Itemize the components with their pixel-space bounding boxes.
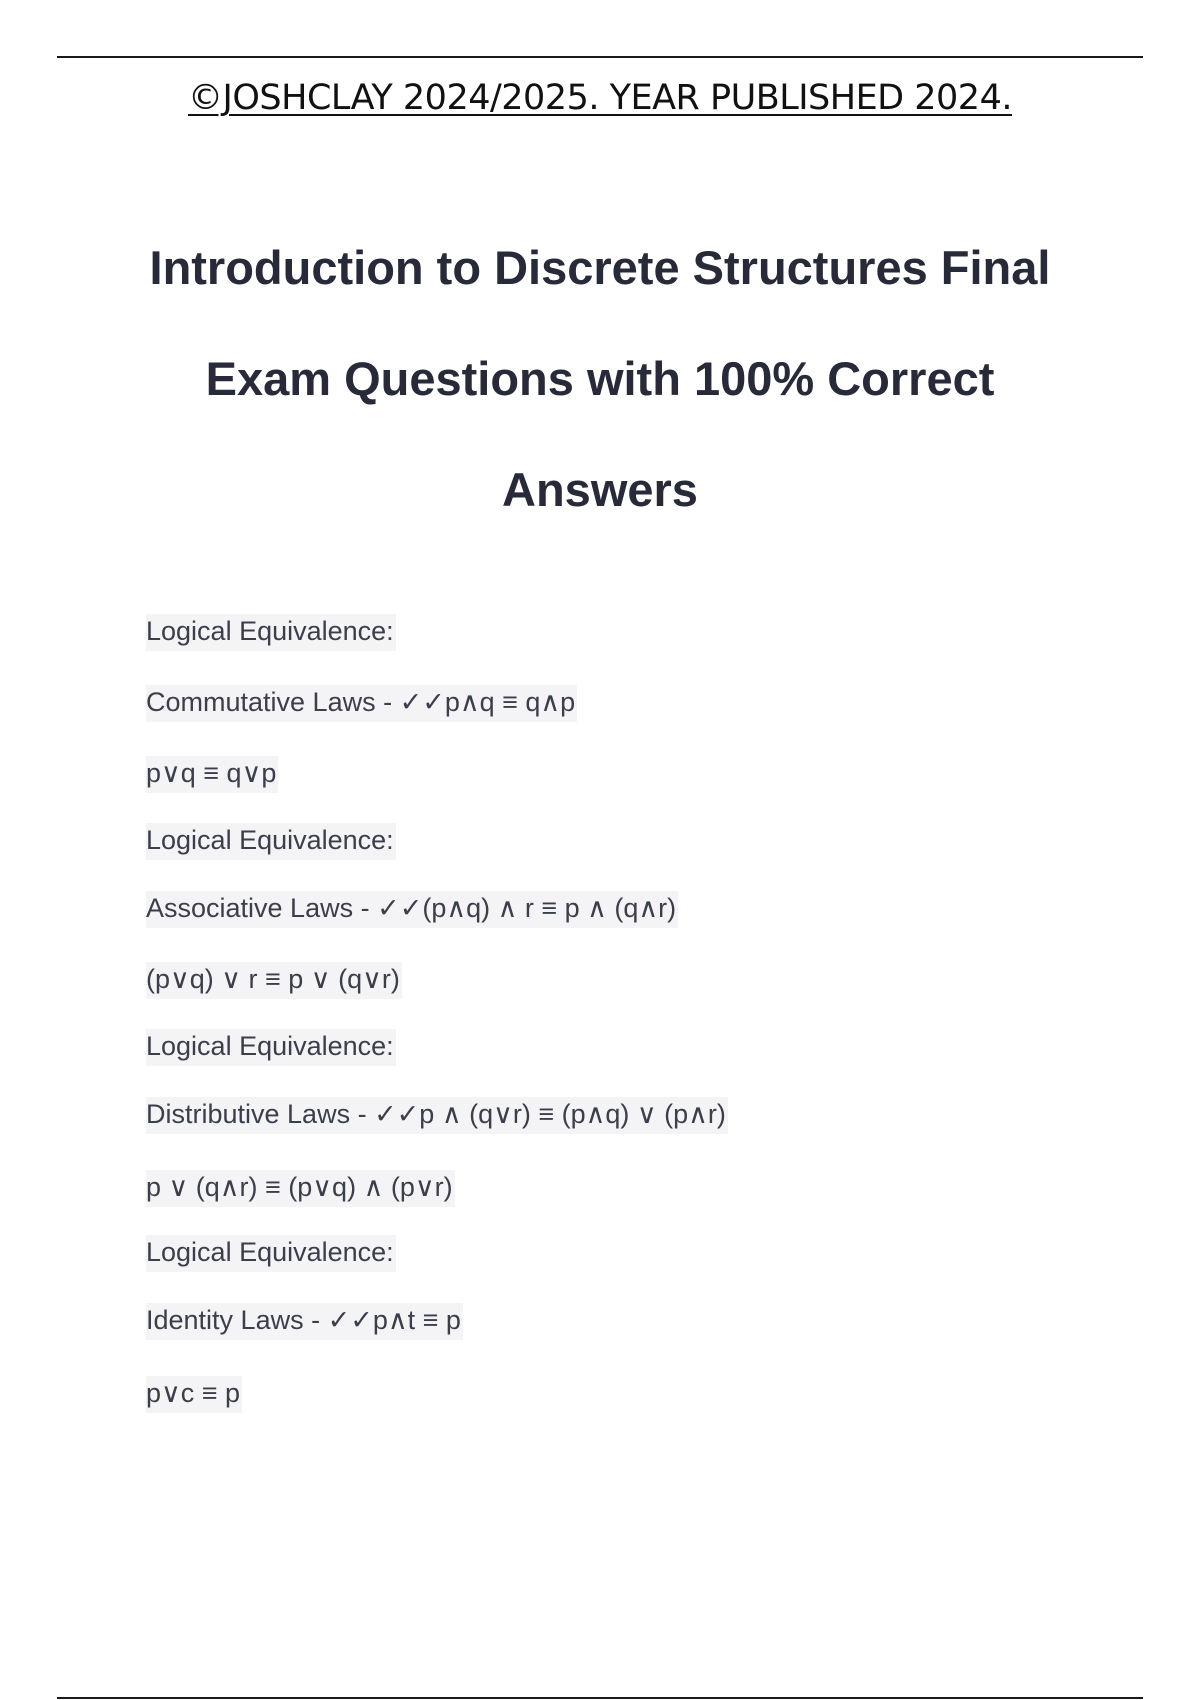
answer-line: Associative Laws - ✓✓(p∧q) ∧ r ≡ p ∧ (q∧r) [146, 891, 678, 928]
answer-line: p ∨ (q∧r) ≡ (p∨q) ∧ (p∨r) [146, 1170, 455, 1207]
answer-line: Identity Laws - ✓✓p∧t ≡ p [146, 1303, 463, 1340]
copyright-header [0, 78, 1200, 118]
copyright-text: ©JOSHCLAY 2024/2025. YEAR PUBLISHED 2024. [188, 78, 1012, 118]
answer-line: p∨q ≡ q∨p [146, 756, 278, 793]
top-rule [57, 56, 1143, 58]
answer-line: (p∨q) ∨ r ≡ p ∨ (q∨r) [146, 962, 402, 999]
answer-line: p∨c ≡ p [146, 1376, 242, 1413]
answer-line: Commutative Laws - ✓✓p∧q ≡ q∧p [146, 685, 577, 722]
question-heading: Logical Equivalence: [146, 1029, 396, 1066]
answer-line: Distributive Laws - ✓✓p ∧ (q∨r) ≡ (p∧q) ∨ (p∧r) [146, 1097, 728, 1134]
bottom-rule [57, 1697, 1143, 1699]
question-heading: Logical Equivalence: [146, 823, 396, 860]
document-title [100, 212, 1100, 545]
question-heading: Logical Equivalence: [146, 1235, 396, 1272]
title-line: Exam Questions with 100% Correct [205, 352, 995, 405]
title-line: Introduction to Discrete Structures Final [149, 241, 1051, 294]
question-heading: Logical Equivalence: [146, 614, 396, 651]
title-line: Answers [502, 463, 698, 516]
